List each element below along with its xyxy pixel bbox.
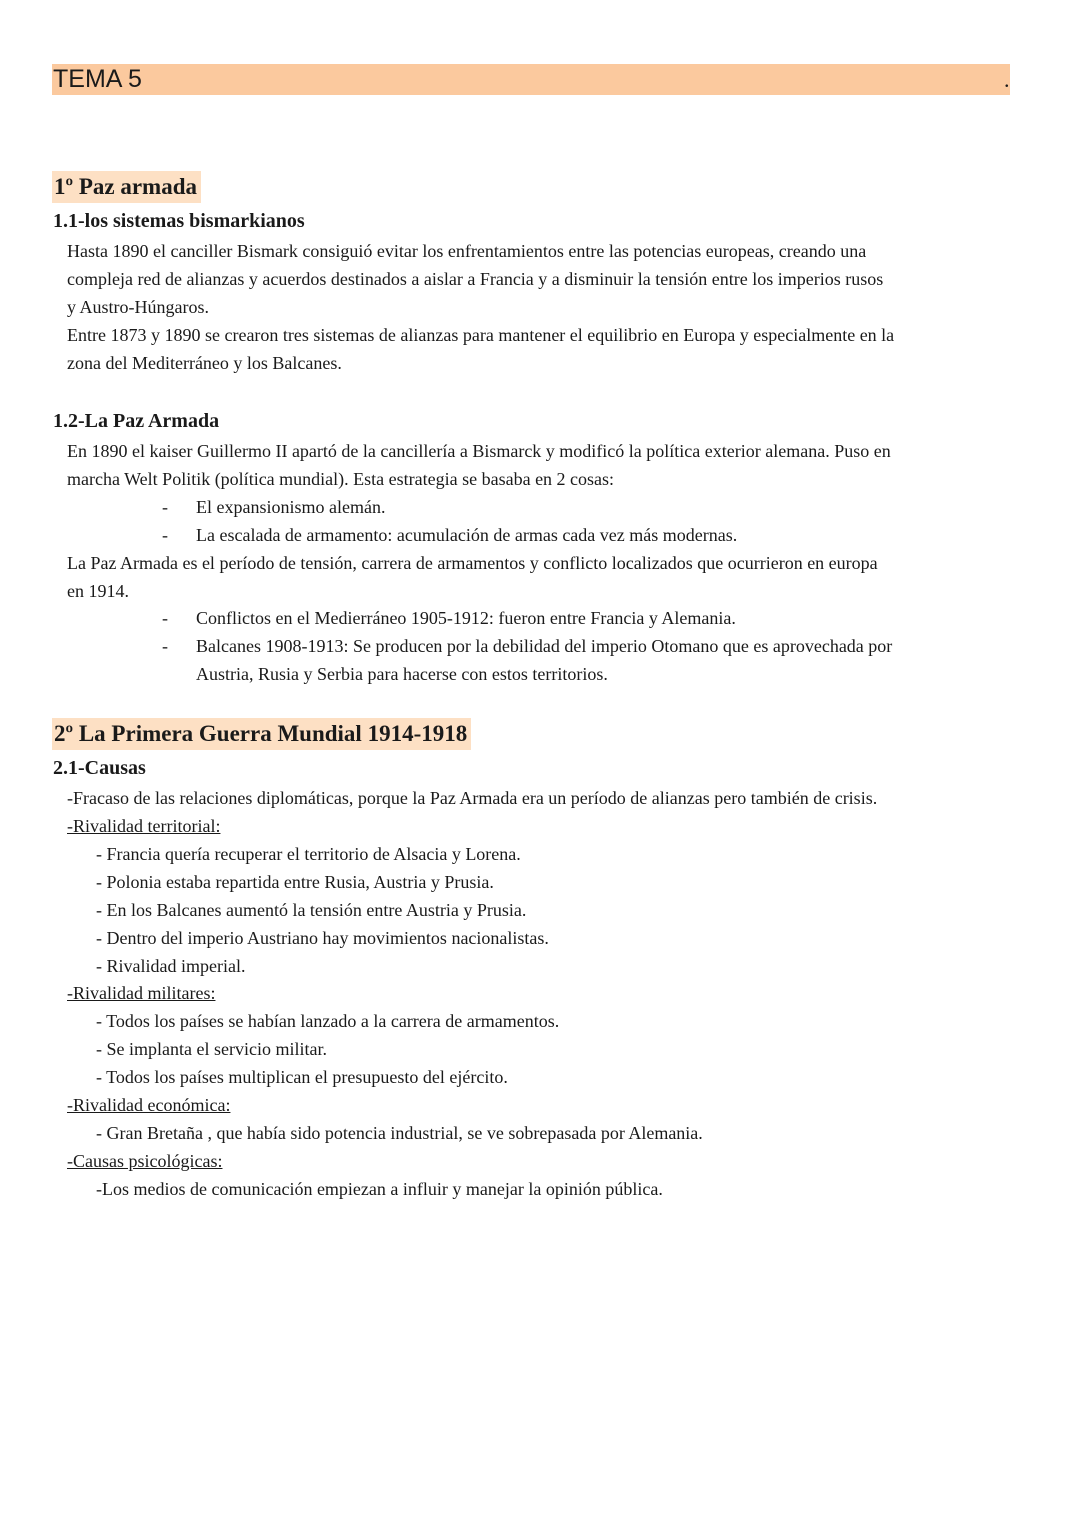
cause-item: - En los Balcanes aumentó la tensión entre Austria y Prusia. — [96, 900, 527, 920]
cause-item: - Gran Bretaña , que había sido potencia industrial, se ve sobrepasada por Alemania. — [96, 1123, 703, 1143]
paragraph-line: marcha Welt Politik (política mundial). Esta estrategia se basaba en 2 cosas: — [67, 469, 615, 489]
cause-item: - Polonia estaba repartida entre Rusia, Austria y Prusia. — [96, 872, 494, 892]
paragraph-line: en 1914. — [67, 581, 129, 601]
subheading-la-paz-armada: 1.2-La Paz Armada — [53, 410, 220, 432]
section-heading-primera-guerra-mundial: 2º La Primera Guerra Mundial 1914-1918 — [52, 718, 471, 750]
bullet-dash: - — [162, 608, 168, 628]
bullet-dash: - — [162, 525, 168, 545]
bullet-item: La escalada de armamento: acumulación de armas cada vez más modernas. — [196, 525, 738, 545]
page-title: TEMA 5 — [53, 65, 142, 93]
cause-label-economica: -Rivalidad económica: — [67, 1095, 231, 1115]
cause-item: - Dentro del imperio Austriano hay movimientos nacionalistas. — [96, 928, 549, 948]
subheading-sistemas-bismarkianos: 1.1-los sistemas bismarkianos — [53, 210, 305, 232]
bullet-dash: - — [162, 497, 168, 517]
cause-label-militares: -Rivalidad militares: — [67, 983, 216, 1003]
bullet-dash: - — [162, 636, 168, 656]
cause-item: -Los medios de comunicación empiezan a influir y manejar la opinión pública. — [96, 1179, 663, 1199]
paragraph-line: Hasta 1890 el canciller Bismark consiguió evitar los enfrentamientos entre las potencias europeas, creando una — [67, 241, 867, 261]
cause-item: - Todos los países se habían lanzado a la carrera de armamentos. — [96, 1011, 560, 1031]
title-trailing-mark: . — [1004, 67, 1010, 92]
paragraph-line: -Fracaso de las relaciones diplomáticas, porque la Paz Armada era un período de alianzas pero también de crisis. — [67, 788, 878, 808]
bullet-item: Balcanes 1908-1913: Se producen por la debilidad del imperio Otomano que es aprovechada por — [196, 636, 893, 656]
subheading-causas: 2.1-Causas — [53, 757, 146, 779]
paragraph-line: Entre 1873 y 1890 se crearon tres sistemas de alianzas para mantener el equilibrio en Europa y especialmente en la — [67, 325, 895, 345]
paragraph-line: zona del Mediterráneo y los Balcanes. — [67, 353, 342, 373]
bullet-item: Conflictos en el Medierráneo 1905-1912: fueron entre Francia y Alemania. — [196, 608, 736, 628]
title-highlight-bar — [52, 64, 1010, 95]
paragraph-line: y Austro-Húngaros. — [67, 297, 209, 317]
paragraph-line: La Paz Armada es el período de tensión, carrera de armamentos y conflicto localizados que ocurrieron en europa — [67, 553, 878, 573]
cause-item: - Rivalidad imperial. — [96, 956, 246, 976]
cause-item: - Francia quería recuperar el territorio de Alsacia y Lorena. — [96, 844, 521, 864]
paragraph-line: compleja red de alianzas y acuerdos destinados a aislar a Francia y a disminuir la tensión entre los imperios rusos — [67, 269, 884, 289]
cause-item: - Se implanta el servicio militar. — [96, 1039, 327, 1059]
section-heading-paz-armada: 1º Paz armada — [52, 171, 201, 203]
cause-label-territorial: -Rivalidad territorial: — [67, 816, 221, 836]
paragraph-line: En 1890 el kaiser Guillermo II apartó de la cancillería a Bismarck y modificó la política exterior alemana. Puso en — [67, 441, 891, 461]
cause-item: - Todos los países multiplican el presupuesto del ejército. — [96, 1067, 508, 1087]
cause-label-psicologicas: -Causas psicológicas: — [67, 1151, 223, 1171]
bullet-item: El expansionismo alemán. — [196, 497, 386, 517]
bullet-item-continuation: Austria, Rusia y Serbia para hacerse con estos territorios. — [196, 664, 608, 684]
